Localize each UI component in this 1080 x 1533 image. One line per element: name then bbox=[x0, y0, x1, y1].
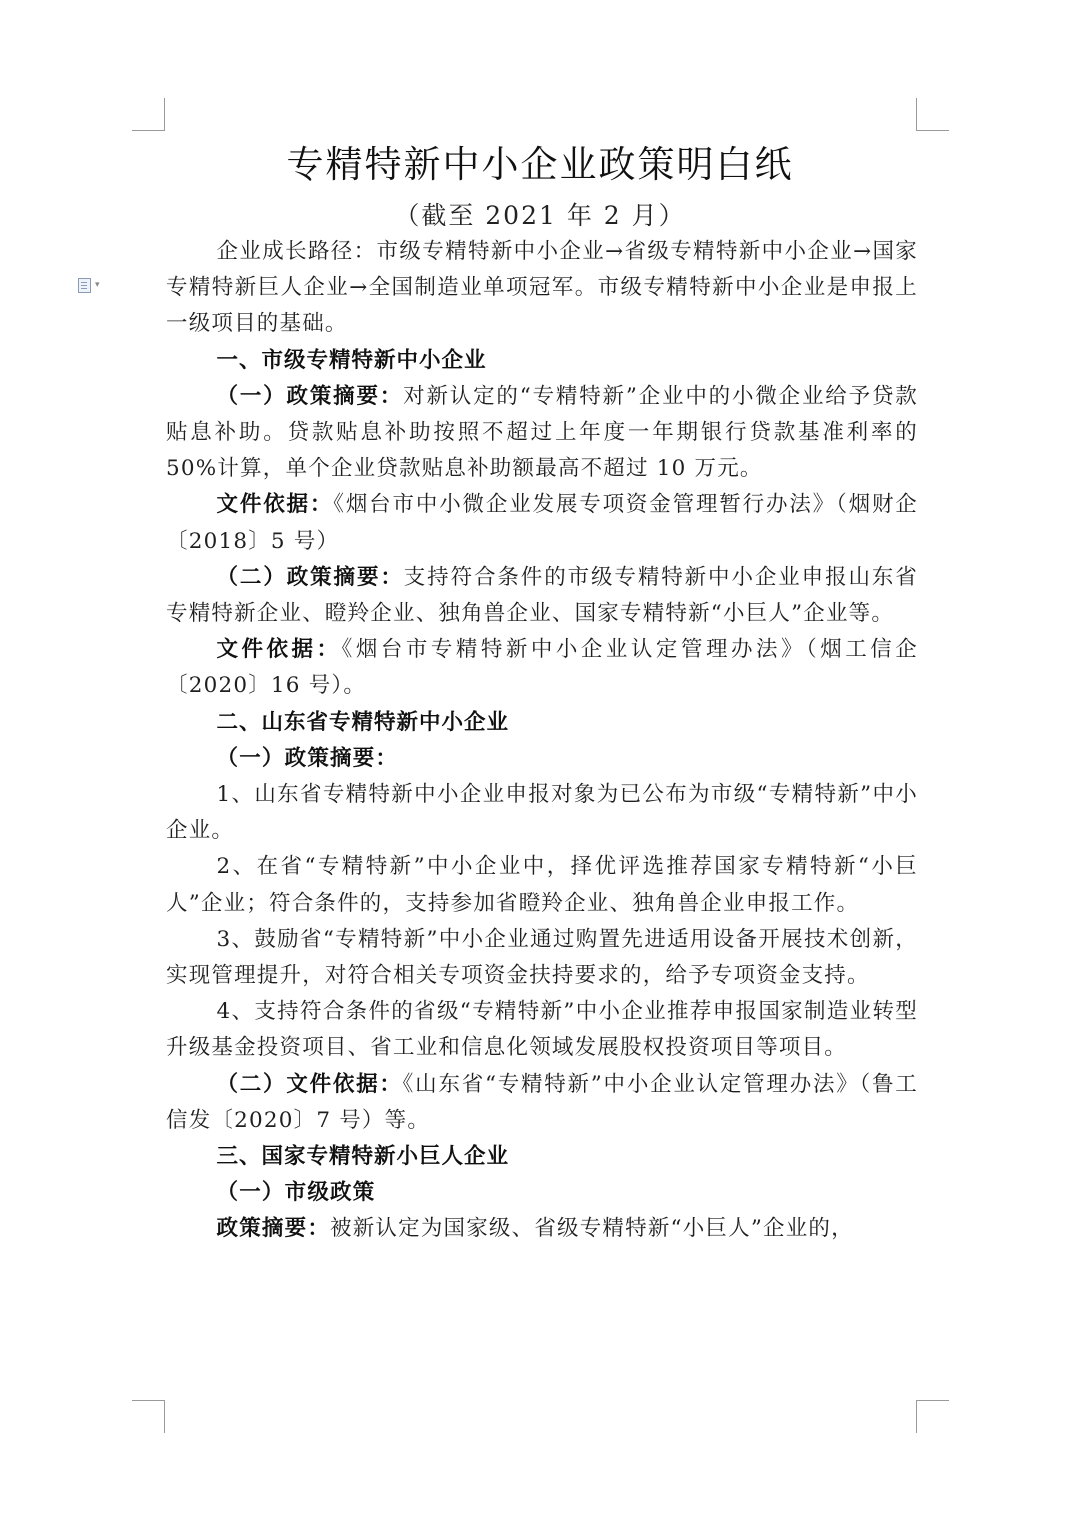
section-heading bbox=[166, 343, 918, 379]
list-item: 4、支持符合条件的省级“专精特新”中小企业推荐申报国家制造业转型升级基金投资项目、省工业和信息化领域发展股权投资项目等项目。 bbox=[166, 999, 918, 1061]
list-item: 2、在省“专精特新”中小企业中，择优评选推荐国家专精特新“小巨人”企业；符合条件的，支持参加省瞪羚企业、独角兽企业申报工作。 bbox=[166, 854, 918, 916]
section-heading bbox=[166, 705, 918, 741]
list-item: 3、鼓励省“专精特新”中小企业通过购置先进适用设备开展技术创新，实现管理提升，对符合相关专项资金扶持要求的，给予专项资金支持。 bbox=[166, 926, 918, 989]
section3-summary-text: 被新认定为国家级、省级专精特新“小巨人”企业的， bbox=[330, 1216, 854, 1242]
crop-mark-bottom-right bbox=[916, 1400, 949, 1433]
section3-sub1: （一）市级政策 bbox=[216, 1180, 376, 1206]
section3-heading: 三、国家专精特新小巨人企业 bbox=[216, 1144, 510, 1170]
paragraph bbox=[166, 1211, 918, 1247]
document-title: 专精特新中小企业政策明白纸 bbox=[286, 143, 794, 186]
document-body bbox=[166, 234, 918, 1248]
section1-item1-label: （一）政策摘要： bbox=[216, 383, 404, 409]
section3-summary-label: 政策摘要： bbox=[216, 1216, 331, 1242]
paragraph bbox=[166, 487, 918, 559]
crop-mark-bottom-left bbox=[132, 1400, 165, 1433]
section1-basis1-label: 文件依据： bbox=[216, 492, 334, 518]
paragraph bbox=[166, 632, 918, 704]
section2-basis-text: 《山东省“专精特新”中小企业认定管理办法》（鲁工信发〔2020〕7 号）等。 bbox=[166, 1071, 918, 1133]
paragraph bbox=[166, 1175, 918, 1211]
document-subtitle: （截至 2021 年 2 月） bbox=[394, 201, 686, 230]
section1-heading: 一、市级专精特新中小企业 bbox=[216, 347, 487, 373]
crop-mark-top-left bbox=[132, 98, 165, 131]
section1-item1-text: 对新认定的“专精特新”企业中的小微企业给予贷款贴息补助。贷款贴息补助按照不超过上年度一年期银行贷款基准利率的 50%计算，单个企业贷款贴息补助额最高不超过 10 万元。 bbox=[166, 383, 918, 482]
section2-basis-label: （二）文件依据： bbox=[216, 1071, 403, 1097]
intro-paragraph: 企业成长路径：市级专精特新中小企业→省级专精特新中小企业→国家专精特新巨人企业→全国制造业单项冠军。市级专精特新中小企业是申报上一级项目的基础。 bbox=[166, 239, 918, 337]
paragraph bbox=[166, 379, 918, 488]
section1-basis1-text: 《烟台市中小微企业发展专项资金管理暂行办法》（烟财企〔2018〕5 号） bbox=[166, 492, 918, 554]
section1-item2-text: 支持符合条件的市级专精特新中小企业申报山东省专精特新企业、瞪羚企业、独角兽企业、国家专精特新“小巨人”企业等。 bbox=[166, 564, 918, 627]
section1-basis2-label: 文件依据： bbox=[216, 637, 342, 663]
section1-basis2-text: 《烟台市专精特新中小企业认定管理办法》（烟工信企〔2020〕16 号）。 bbox=[166, 637, 918, 699]
section1-item2-label: （二）政策摘要： bbox=[216, 564, 404, 590]
crop-mark-top-right bbox=[916, 98, 949, 131]
paragraph bbox=[166, 560, 918, 632]
section-heading bbox=[166, 1139, 918, 1175]
section2-sub1: （一）政策摘要： bbox=[216, 745, 399, 771]
paragraph bbox=[166, 741, 918, 777]
paragraph-options-icon[interactable]: ▾ bbox=[78, 278, 108, 294]
paragraph bbox=[166, 1067, 918, 1139]
list-item: 1、山东省专精特新中小企业申报对象为已公布为市级“专精特新”中小企业。 bbox=[166, 782, 918, 844]
section2-heading: 二、山东省专精特新中小企业 bbox=[216, 709, 510, 735]
